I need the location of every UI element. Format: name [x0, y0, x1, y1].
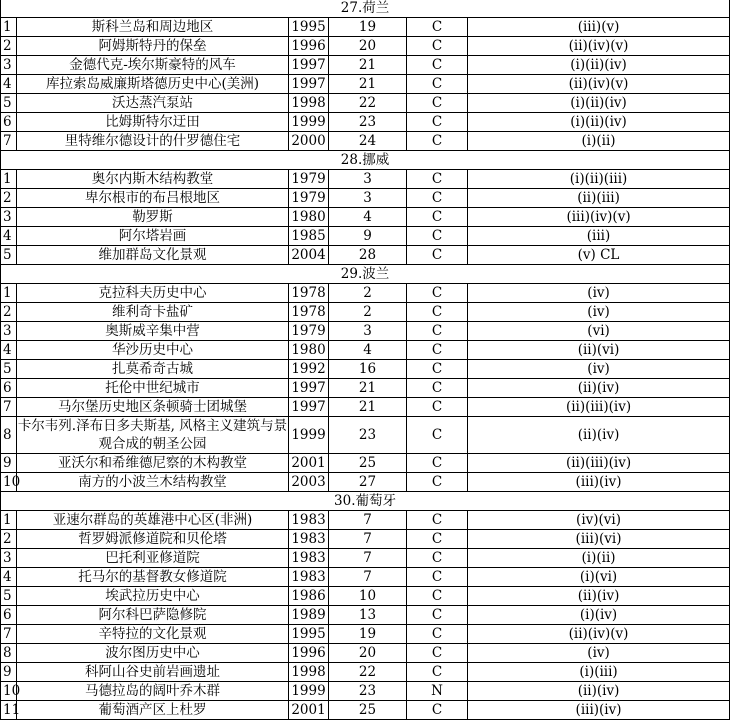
- table-row: [1, 454, 730, 473]
- session-cell: 19: [329, 625, 407, 644]
- type-cell: C: [407, 663, 468, 682]
- year-cell: 1983: [289, 549, 329, 568]
- site-name-cell: 亚沃尔和希维德尼察的木构教堂: [17, 454, 289, 473]
- site-name-cell: 阿姆斯特丹的保垒: [17, 37, 289, 56]
- session-cell: 19: [329, 18, 407, 37]
- site-name-cell: 波尔图历史中心: [17, 644, 289, 663]
- criteria-cell: (ii)(iii): [468, 189, 730, 208]
- site-name-cell: 南方的小波兰木结构教堂: [17, 473, 289, 492]
- type-cell: C: [407, 454, 468, 473]
- type-cell: C: [407, 75, 468, 94]
- criteria-cell: (ii)(vi): [468, 341, 730, 360]
- session-cell: 3: [329, 322, 407, 341]
- year-cell: 2001: [289, 454, 329, 473]
- criteria-cell: (iv): [468, 303, 730, 322]
- site-name-cell: 奥斯威辛集中营: [17, 322, 289, 341]
- table-row: [1, 18, 730, 37]
- type-cell: C: [407, 379, 468, 398]
- site-name-cell: 辛特拉的文化景观: [17, 625, 289, 644]
- table-row: [1, 227, 730, 246]
- row-number-cell: 6: [1, 606, 17, 625]
- session-cell: 25: [329, 454, 407, 473]
- table-row: [1, 113, 730, 132]
- row-number-cell: 2: [1, 37, 17, 56]
- table-row: [1, 530, 730, 549]
- criteria-cell: (i)(ii)(iv): [468, 94, 730, 113]
- criteria-cell: (ii)(iv): [468, 682, 730, 701]
- criteria-cell: (i)(iii): [468, 663, 730, 682]
- session-cell: 7: [329, 568, 407, 587]
- type-cell: C: [407, 473, 468, 492]
- type-cell: C: [407, 189, 468, 208]
- site-name-cell: 科阿山谷史前岩画遗址: [17, 663, 289, 682]
- table-row: [1, 644, 730, 663]
- criteria-cell: (ii)(iv)(v): [468, 625, 730, 644]
- row-number-cell: 7: [1, 625, 17, 644]
- year-cell: 1998: [289, 94, 329, 113]
- type-cell: C: [407, 360, 468, 379]
- type-cell: C: [407, 303, 468, 322]
- type-cell: C: [407, 284, 468, 303]
- year-cell: 1983: [289, 530, 329, 549]
- table-row: [1, 360, 730, 379]
- session-cell: 22: [329, 663, 407, 682]
- table-row: [1, 341, 730, 360]
- row-number-cell: 1: [1, 511, 17, 530]
- criteria-cell: (iv)(vi): [468, 511, 730, 530]
- year-cell: 2004: [289, 246, 329, 265]
- row-number-cell: 8: [1, 417, 17, 454]
- site-name-cell: 库拉索岛威廉斯塔德历史中心(美洲): [17, 75, 289, 94]
- type-cell: C: [407, 568, 468, 587]
- criteria-cell: (i)(vi): [468, 568, 730, 587]
- site-name-cell: 里特维尔德设计的什罗德住宅: [17, 132, 289, 151]
- criteria-cell: (i)(ii)(iv): [468, 113, 730, 132]
- row-number-cell: 6: [1, 379, 17, 398]
- session-cell: 20: [329, 37, 407, 56]
- site-name-cell: 阿尔科巴萨隐修院: [17, 606, 289, 625]
- site-name-cell: 克拉科夫历史中心: [17, 284, 289, 303]
- year-cell: 1983: [289, 568, 329, 587]
- type-cell: C: [407, 37, 468, 56]
- session-cell: 27: [329, 473, 407, 492]
- type-cell: N: [407, 682, 468, 701]
- row-number-cell: 3: [1, 208, 17, 227]
- year-cell: 2000: [289, 132, 329, 151]
- criteria-cell: (iii)(iv): [468, 701, 730, 720]
- row-number-cell: 4: [1, 341, 17, 360]
- site-name-cell: 哲罗姆派修道院和贝伦塔: [17, 530, 289, 549]
- row-number-cell: 6: [1, 113, 17, 132]
- row-number-cell: 10: [1, 473, 17, 492]
- criteria-cell: (iii)(iv)(v): [468, 208, 730, 227]
- row-number-cell: 3: [1, 322, 17, 341]
- type-cell: C: [407, 587, 468, 606]
- row-number-cell: 1: [1, 18, 17, 37]
- year-cell: 1979: [289, 322, 329, 341]
- type-cell: C: [407, 341, 468, 360]
- table-row: [1, 511, 730, 530]
- criteria-cell: (ii)(iv): [468, 379, 730, 398]
- year-cell: 1989: [289, 606, 329, 625]
- type-cell: C: [407, 549, 468, 568]
- row-number-cell: 3: [1, 56, 17, 75]
- row-number-cell: 10: [1, 682, 17, 701]
- table-row: [1, 701, 730, 720]
- year-cell: 1997: [289, 75, 329, 94]
- session-cell: 21: [329, 398, 407, 417]
- site-name-cell: 葡萄酒产区上杜罗: [17, 701, 289, 720]
- table-row: [1, 246, 730, 265]
- session-cell: 3: [329, 189, 407, 208]
- type-cell: C: [407, 246, 468, 265]
- row-number-cell: 5: [1, 587, 17, 606]
- type-cell: C: [407, 625, 468, 644]
- criteria-cell: (vi): [468, 322, 730, 341]
- table-row: [1, 663, 730, 682]
- session-cell: 25: [329, 701, 407, 720]
- session-cell: 21: [329, 56, 407, 75]
- table-row: [1, 606, 730, 625]
- site-name-cell: 勒罗斯: [17, 208, 289, 227]
- table-row: [1, 284, 730, 303]
- row-number-cell: 5: [1, 246, 17, 265]
- section-title: 27.荷兰: [1, 0, 730, 18]
- type-cell: C: [407, 170, 468, 189]
- type-cell: C: [407, 132, 468, 151]
- year-cell: 1985: [289, 227, 329, 246]
- year-cell: 1998: [289, 663, 329, 682]
- session-cell: 7: [329, 530, 407, 549]
- session-cell: 21: [329, 379, 407, 398]
- table-row: [1, 379, 730, 398]
- site-name-cell: 卑尔根市的布吕根地区: [17, 189, 289, 208]
- site-name-cell: 亚速尔群岛的英雄港中心区(非洲): [17, 511, 289, 530]
- year-cell: 2001: [289, 701, 329, 720]
- year-cell: 1992: [289, 360, 329, 379]
- table-row: [1, 170, 730, 189]
- year-cell: 1995: [289, 625, 329, 644]
- criteria-cell: (i)(ii)(iv): [468, 56, 730, 75]
- criteria-cell: (iv): [468, 644, 730, 663]
- year-cell: 1979: [289, 170, 329, 189]
- row-number-cell: 5: [1, 94, 17, 113]
- section-title: 29.波兰: [1, 265, 730, 284]
- table-row: [1, 587, 730, 606]
- year-cell: 1997: [289, 56, 329, 75]
- section-header-row: [1, 492, 730, 511]
- table-row: [1, 417, 730, 454]
- row-number-cell: 1: [1, 284, 17, 303]
- row-number-cell: 4: [1, 75, 17, 94]
- session-cell: 4: [329, 208, 407, 227]
- row-number-cell: 7: [1, 132, 17, 151]
- site-name-cell: 奥尔内斯木结构教堂: [17, 170, 289, 189]
- site-name-cell: 维加群岛文化景观: [17, 246, 289, 265]
- criteria-cell: (i)(ii)(iii): [468, 170, 730, 189]
- session-cell: 23: [329, 113, 407, 132]
- type-cell: C: [407, 18, 468, 37]
- year-cell: 1996: [289, 644, 329, 663]
- year-cell: 1995: [289, 18, 329, 37]
- table-row: [1, 208, 730, 227]
- type-cell: C: [407, 56, 468, 75]
- site-name-cell: 沃达蒸汽泵站: [17, 94, 289, 113]
- session-cell: 23: [329, 682, 407, 701]
- criteria-cell: (iii): [468, 227, 730, 246]
- site-name-cell: 马尔堡历史地区条顿骑士团城堡: [17, 398, 289, 417]
- criteria-cell: (ii)(iv)(v): [468, 75, 730, 94]
- table-row: [1, 682, 730, 701]
- site-name-cell: 马德拉岛的阔叶乔木群: [17, 682, 289, 701]
- type-cell: C: [407, 322, 468, 341]
- session-cell: 20: [329, 644, 407, 663]
- session-cell: 23: [329, 417, 407, 454]
- type-cell: C: [407, 417, 468, 454]
- criteria-cell: (ii)(iv): [468, 417, 730, 454]
- criteria-cell: (iv): [468, 284, 730, 303]
- year-cell: 1996: [289, 37, 329, 56]
- year-cell: 1999: [289, 682, 329, 701]
- site-name-cell: 斯科兰岛和周边地区: [17, 18, 289, 37]
- session-cell: 24: [329, 132, 407, 151]
- session-cell: 3: [329, 170, 407, 189]
- criteria-cell: (ii)(iii)(iv): [468, 398, 730, 417]
- section-header-row: [1, 151, 730, 170]
- session-cell: 21: [329, 75, 407, 94]
- criteria-cell: (v) CL: [468, 246, 730, 265]
- session-cell: 22: [329, 94, 407, 113]
- section-title: 28.挪威: [1, 151, 730, 170]
- session-cell: 13: [329, 606, 407, 625]
- row-number-cell: 2: [1, 189, 17, 208]
- session-cell: 7: [329, 549, 407, 568]
- row-number-cell: 2: [1, 303, 17, 322]
- criteria-cell: (iii)(v): [468, 18, 730, 37]
- year-cell: 1997: [289, 398, 329, 417]
- type-cell: C: [407, 94, 468, 113]
- year-cell: 1980: [289, 208, 329, 227]
- type-cell: C: [407, 606, 468, 625]
- session-cell: 28: [329, 246, 407, 265]
- site-name-cell: 比姆斯特尔迂田: [17, 113, 289, 132]
- site-name-cell: 华沙历史中心: [17, 341, 289, 360]
- table-row: [1, 549, 730, 568]
- heritage-table-body: [1, 0, 730, 720]
- session-cell: 9: [329, 227, 407, 246]
- type-cell: C: [407, 511, 468, 530]
- site-name-cell: 埃武拉历史中心: [17, 587, 289, 606]
- session-cell: 4: [329, 341, 407, 360]
- year-cell: 1999: [289, 113, 329, 132]
- section-title: 30.葡萄牙: [1, 492, 730, 511]
- session-cell: 2: [329, 303, 407, 322]
- criteria-cell: (iii)(vi): [468, 530, 730, 549]
- site-name-cell: 扎莫希奇古城: [17, 360, 289, 379]
- row-number-cell: 8: [1, 644, 17, 663]
- site-name-cell: 金德代克-埃尔斯豪特的风车: [17, 56, 289, 75]
- row-number-cell: 5: [1, 360, 17, 379]
- year-cell: 1978: [289, 303, 329, 322]
- row-number-cell: 2: [1, 530, 17, 549]
- year-cell: 1997: [289, 379, 329, 398]
- criteria-cell: (i)(ii): [468, 132, 730, 151]
- table-row: [1, 303, 730, 322]
- row-number-cell: 1: [1, 170, 17, 189]
- type-cell: C: [407, 701, 468, 720]
- table-row: [1, 37, 730, 56]
- year-cell: 1986: [289, 587, 329, 606]
- row-number-cell: 7: [1, 398, 17, 417]
- table-row: [1, 473, 730, 492]
- type-cell: C: [407, 227, 468, 246]
- row-number-cell: 4: [1, 568, 17, 587]
- criteria-cell: (iv): [468, 360, 730, 379]
- table-row: [1, 75, 730, 94]
- session-cell: 10: [329, 587, 407, 606]
- session-cell: 2: [329, 284, 407, 303]
- row-number-cell: 4: [1, 227, 17, 246]
- type-cell: C: [407, 208, 468, 227]
- table-row: [1, 568, 730, 587]
- table-row: [1, 94, 730, 113]
- table-row: [1, 398, 730, 417]
- table-row: [1, 189, 730, 208]
- criteria-cell: (ii)(iii)(iv): [468, 454, 730, 473]
- site-name-cell: 巴托利亚修道院: [17, 549, 289, 568]
- site-name-cell: 维利奇卡盐矿: [17, 303, 289, 322]
- table-row: [1, 322, 730, 341]
- type-cell: C: [407, 113, 468, 132]
- session-cell: 7: [329, 511, 407, 530]
- section-header-row: [1, 265, 730, 284]
- type-cell: C: [407, 530, 468, 549]
- year-cell: 1979: [289, 189, 329, 208]
- year-cell: 1980: [289, 341, 329, 360]
- row-number-cell: 3: [1, 549, 17, 568]
- criteria-cell: (iii)(iv): [468, 473, 730, 492]
- year-cell: 1978: [289, 284, 329, 303]
- table-row: [1, 56, 730, 75]
- row-number-cell: 9: [1, 454, 17, 473]
- session-cell: 16: [329, 360, 407, 379]
- site-name-cell: 托伦中世纪城市: [17, 379, 289, 398]
- criteria-cell: (i)(iv): [468, 606, 730, 625]
- criteria-cell: (i)(ii): [468, 549, 730, 568]
- criteria-cell: (ii)(iv)(v): [468, 37, 730, 56]
- year-cell: 1983: [289, 511, 329, 530]
- site-name-cell: 托马尔的基督教女修道院: [17, 568, 289, 587]
- site-name-cell: 卡尔韦列.泽布日多夫斯基, 风格主义建筑与景观合成的朝圣公园: [17, 418, 288, 452]
- criteria-cell: (ii)(iv): [468, 587, 730, 606]
- row-number-cell: 9: [1, 663, 17, 682]
- section-header-row: [1, 0, 730, 18]
- year-cell: 2003: [289, 473, 329, 492]
- table-row: [1, 132, 730, 151]
- type-cell: C: [407, 644, 468, 663]
- table-row: [1, 625, 730, 644]
- year-cell: 1999: [289, 417, 329, 454]
- row-number-cell: 11: [1, 701, 17, 720]
- type-cell: C: [407, 398, 468, 417]
- site-name-cell: 阿尔塔岩画: [17, 227, 289, 246]
